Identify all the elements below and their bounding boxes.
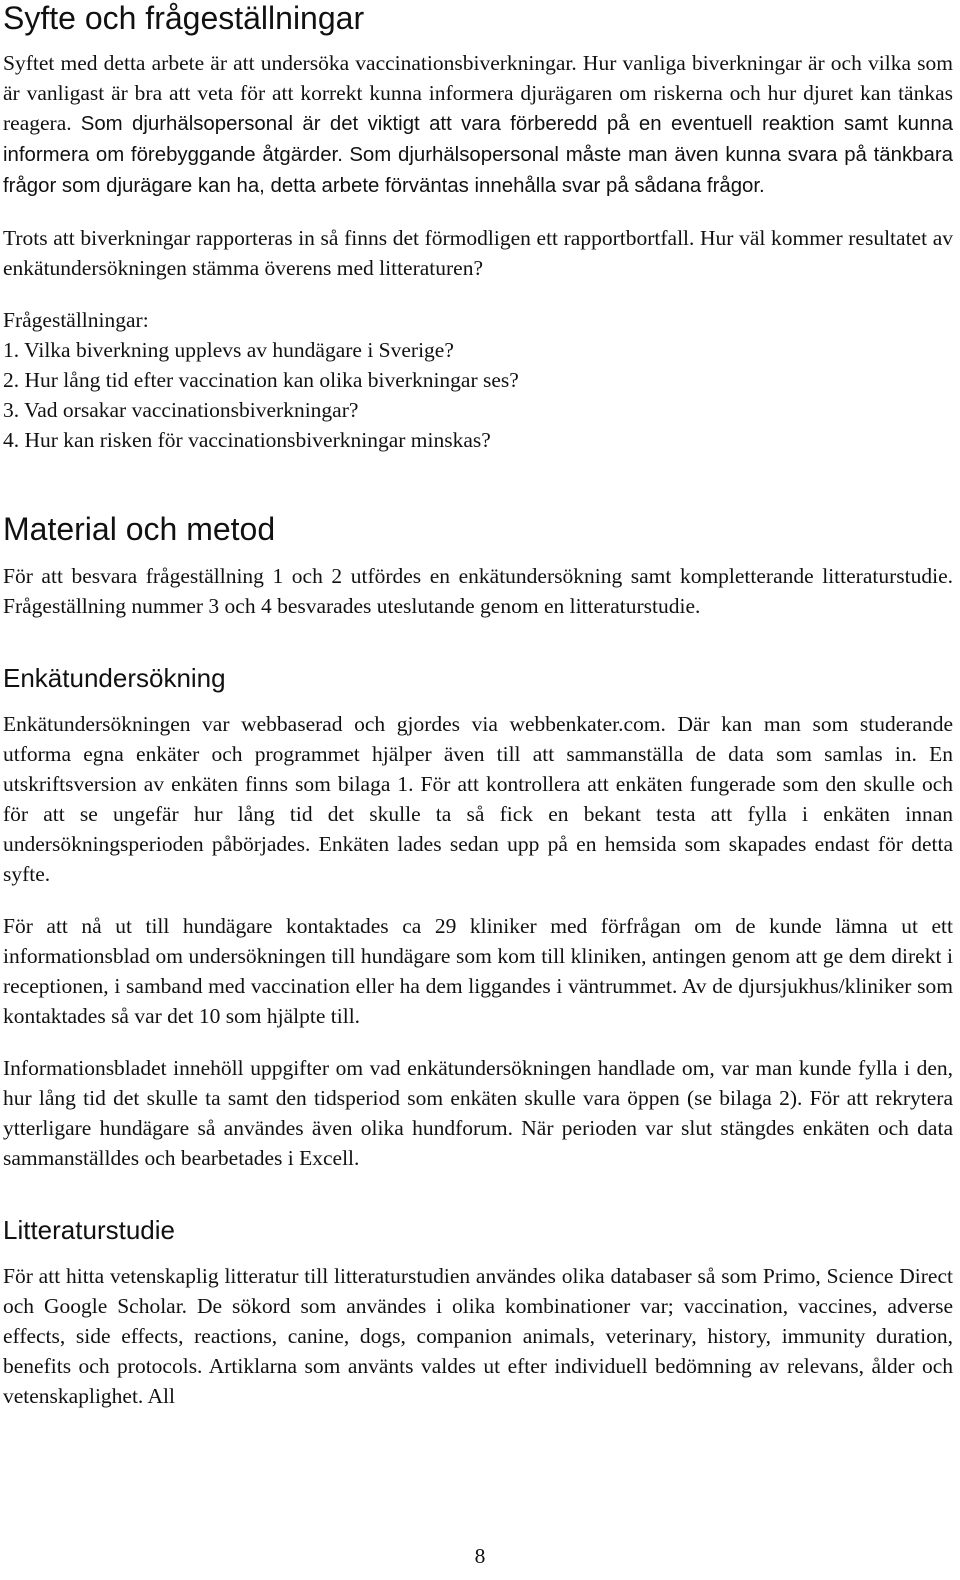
paragraph-syfte-sentence-2: Som djurhälsopersonal är det viktigt att vara förberedd på en eventuell reaktion samt kunna informera om förebyggande åtgärder.	[3, 113, 954, 166]
paragraph-syfte	[3, 48, 953, 201]
paragraph-enkat-1: Enkätundersökningen var webbaserad och gjordes via webbenkater.com. Där kan man som studerande utforma egna enkäter och programmet hjälper även till att sammanställa de data som samlas in. En utskriftsversion av enkäten finns som bilaga 1. För att kontrollera att enkäten fungerade som den skulle och för att se ungefär hur lång tid det skulle ta så fick en bekant testa att fylla i enkäten innan undersökningsperioden påbörjades. Enkäten lades sedan upp på en hemsida som skapades endast för detta syfte.	[3, 712, 953, 886]
page-number: 8	[474, 1544, 486, 1568]
document-page	[3, 0, 953, 1411]
paragraph-litteratur: För att hitta vetenskaplig litteratur till litteraturstudien användes olika databaser så som Primo, Science Direct och Google Scholar. De sökord som användes i olika kombinationer var; vaccination, vaccines, adverse effects, side effects, reactions, canine, dogs, companion animals, veterinary, history, immunity duration, benefits och protocols. Artiklarna som använts valdes ut efter individuell bedömning av relevans, ålder och vetenskaplighet. All	[3, 1264, 953, 1408]
question-item: 4. Hur kan risken för vaccinationsbiverkningar minskas?	[3, 428, 491, 452]
heading-enkat: Enkätundersökning	[3, 663, 226, 693]
paragraph-syfte-sentence-3: Som djurhälsopersonal måste man även kunna svara på tänkbara frågor som djurägare kan ha, detta arbete förväntas innehålla svar på sådana frågor.	[3, 144, 953, 197]
heading-litteratur: Litteraturstudie	[3, 1215, 175, 1245]
question-item: 3. Vad orsakar vaccinationsbiverkningar?	[3, 398, 359, 422]
questions-list	[3, 335, 953, 455]
paragraph-rapportbortfall: Trots att biverkningar rapporteras in så finns det förmodligen ett rapportbortfall. Hur väl kommer resultatet av enkätundersökningen stämma överens med litteraturen?	[3, 226, 953, 280]
question-item: 2. Hur lång tid efter vaccination kan olika biverkningar ses?	[3, 368, 519, 392]
paragraph-material: För att besvara frågeställning 1 och 2 utfördes en enkätundersökning samt kompletterande litteraturstudie. Frågeställning nummer 3 och 4 besvarades uteslutande genom en litteraturstudie.	[3, 564, 953, 618]
question-item: 1. Vilka biverkning upplevs av hundägare i Sverige?	[3, 338, 454, 362]
paragraph-syfte-sentence-1: Syftet med detta arbete är att undersöka vaccinationsbiverkningar. Hur vanliga biverkningar är och vilka som är vanligast är bra att veta för att korrekt kunna informera djurägaren om riskerna och hur djuret kan tänkas reagera.	[3, 51, 953, 135]
paragraph-enkat-3: Informationsbladet innehöll uppgifter om vad enkätundersökningen handlade om, var man kunde fylla i den, hur lång tid det skulle ta samt den tidsperiod som enkäten skulle vara öppen (se bilaga 2). För att rekrytera ytterligare hundägare så användes även olika hundforum. När perioden var slut stängdes enkäten och data sammanställdes och bearbetades i Excell.	[3, 1056, 953, 1170]
heading-material: Material och metod	[3, 511, 276, 547]
heading-syfte: Syfte och frågeställningar	[3, 0, 365, 36]
questions-label: Frågeställningar:	[3, 308, 149, 332]
paragraph-enkat-2: För att nå ut till hundägare kontaktades ca 29 kliniker med förfrågan om de kunde lämna ut ett informationsblad om undersökningen till hundägare som kom till kliniken, antingen genom att ge dem direkt i receptionen, i samband med vaccination eller ha dem liggandes i väntrummet. Av de djursjukhus/kliniker som kontaktades så var det 10 som hjälpte till.	[3, 914, 953, 1028]
